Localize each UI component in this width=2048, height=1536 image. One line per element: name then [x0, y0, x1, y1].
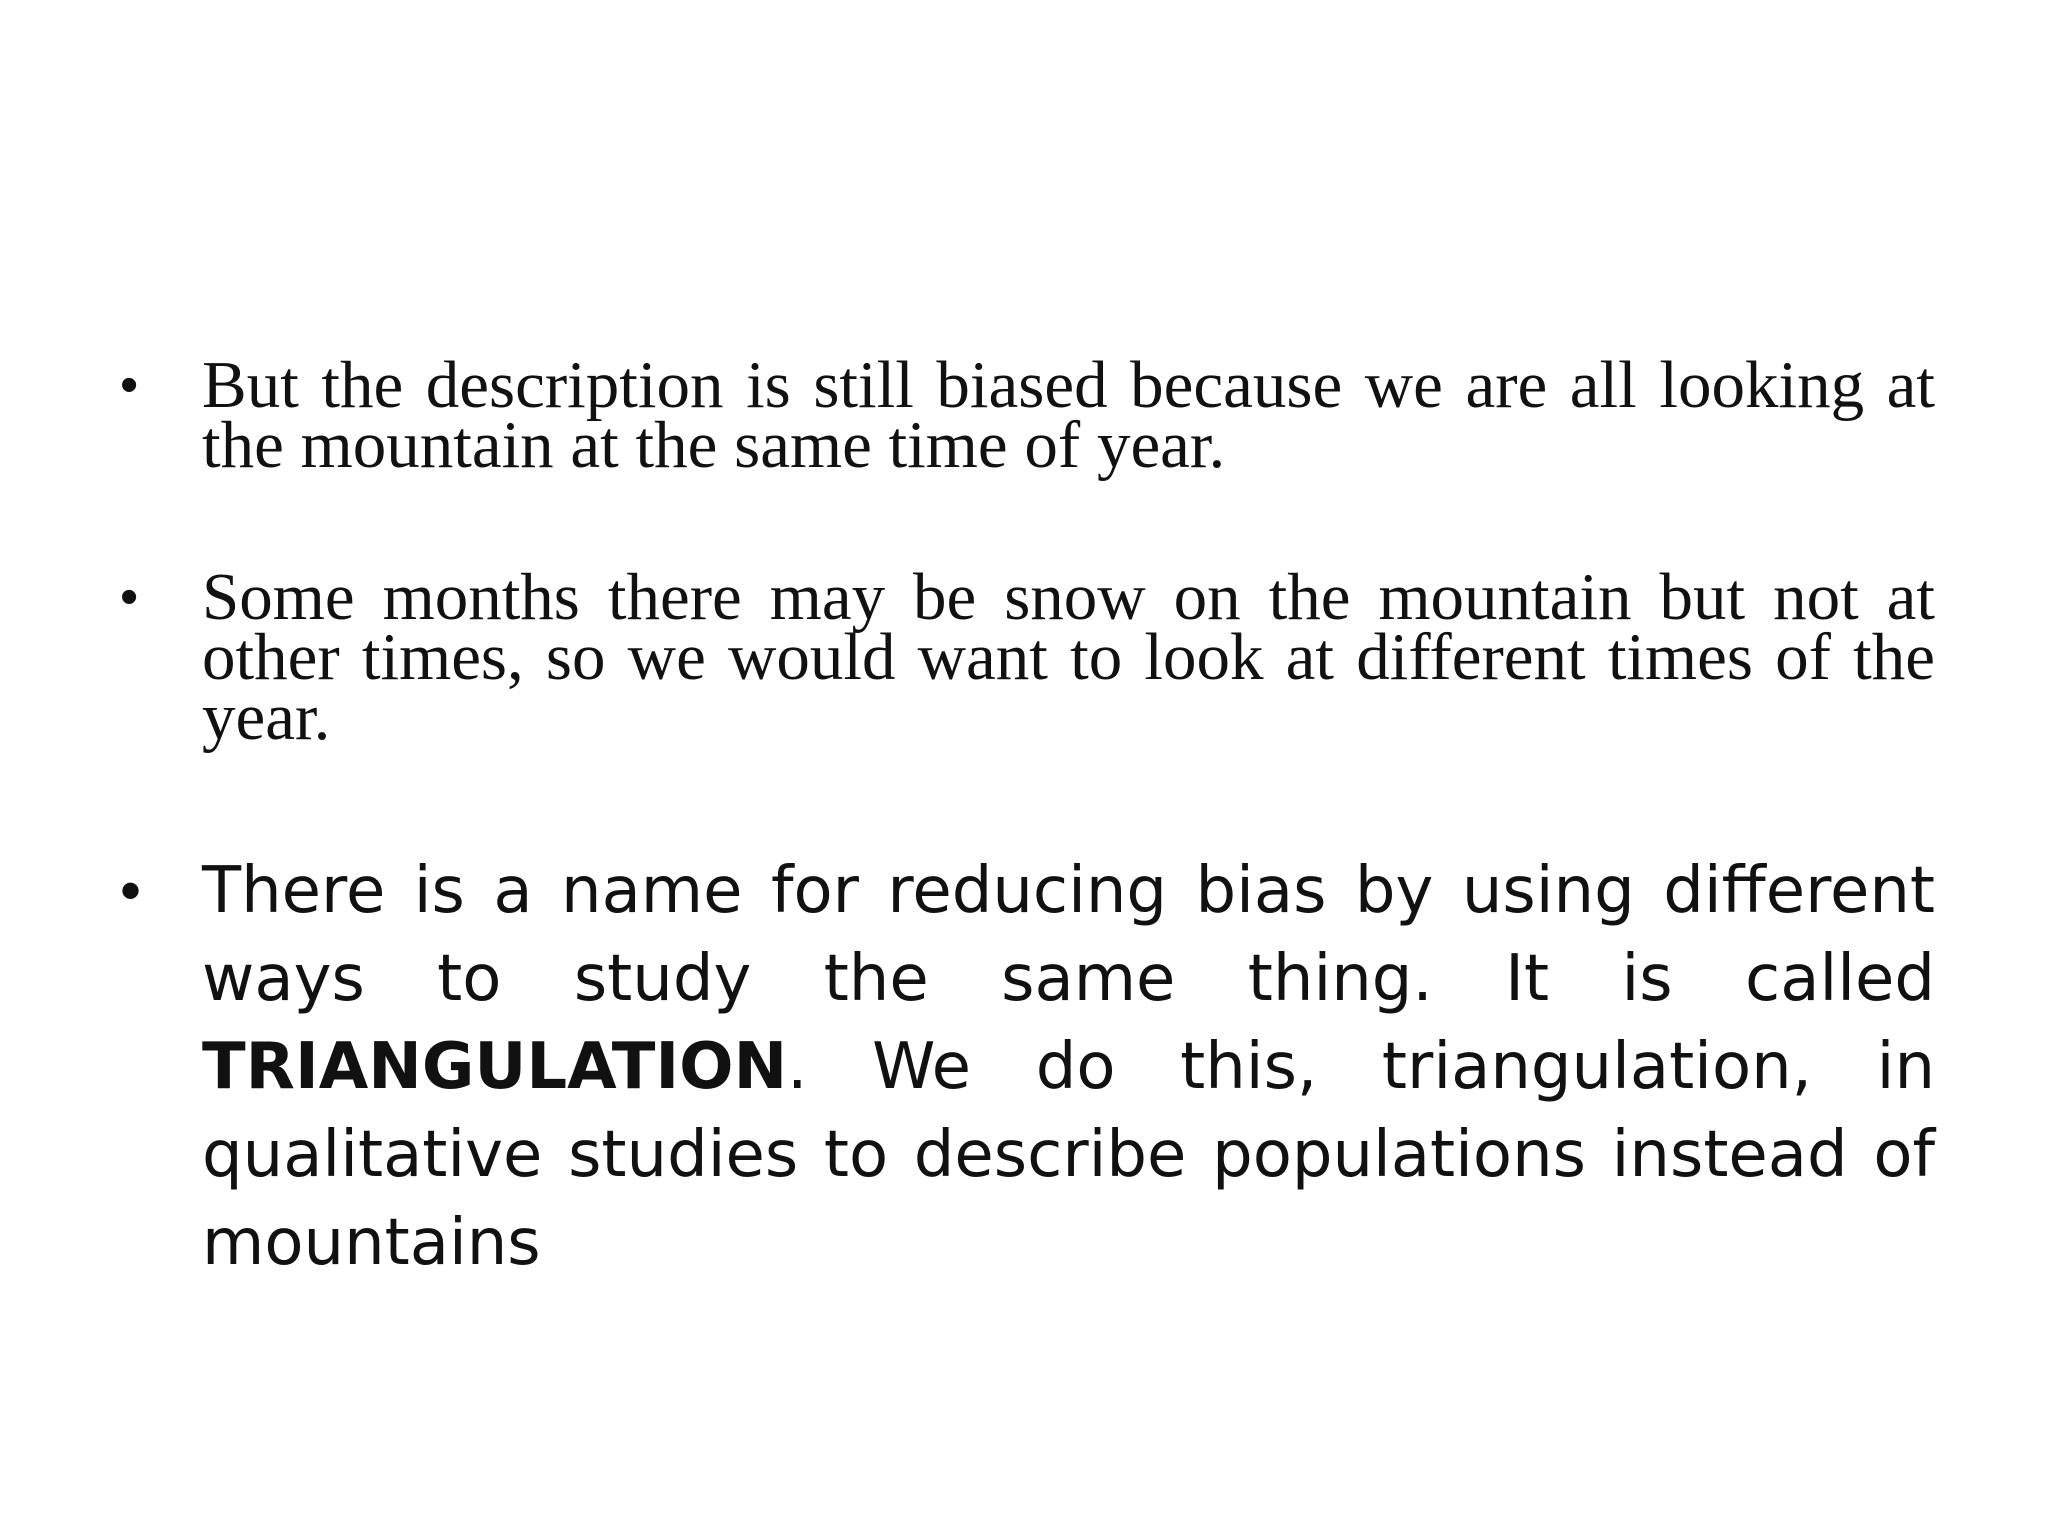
bullet-text: But the description is still biased because we are all looking at the mountain at the same time of year.	[202, 348, 1935, 482]
bullet-marker: •	[120, 568, 139, 626]
bullet-item-bias	[120, 348, 1935, 482]
bullet-marker: •	[120, 857, 142, 924]
bullet-text-after: . We do this, triangulation, in qualitative studies to describe populations instead of mountains	[202, 1030, 1935, 1280]
bullet-text-before: There is a name for reducing bias by using different ways to study the same thing. It is called	[202, 854, 1935, 1016]
triangulation-term: TRIANGULATION	[202, 1030, 788, 1104]
bullet-list	[120, 348, 1935, 1287]
bullet-text: Some months there may be snow on the mountain but not at other times, so we would want to look at different times of the year.	[202, 560, 1935, 754]
bullet-item-snow	[120, 560, 1935, 754]
bullet-marker: •	[120, 356, 139, 414]
bullet-item-triangulation	[120, 847, 1935, 1287]
